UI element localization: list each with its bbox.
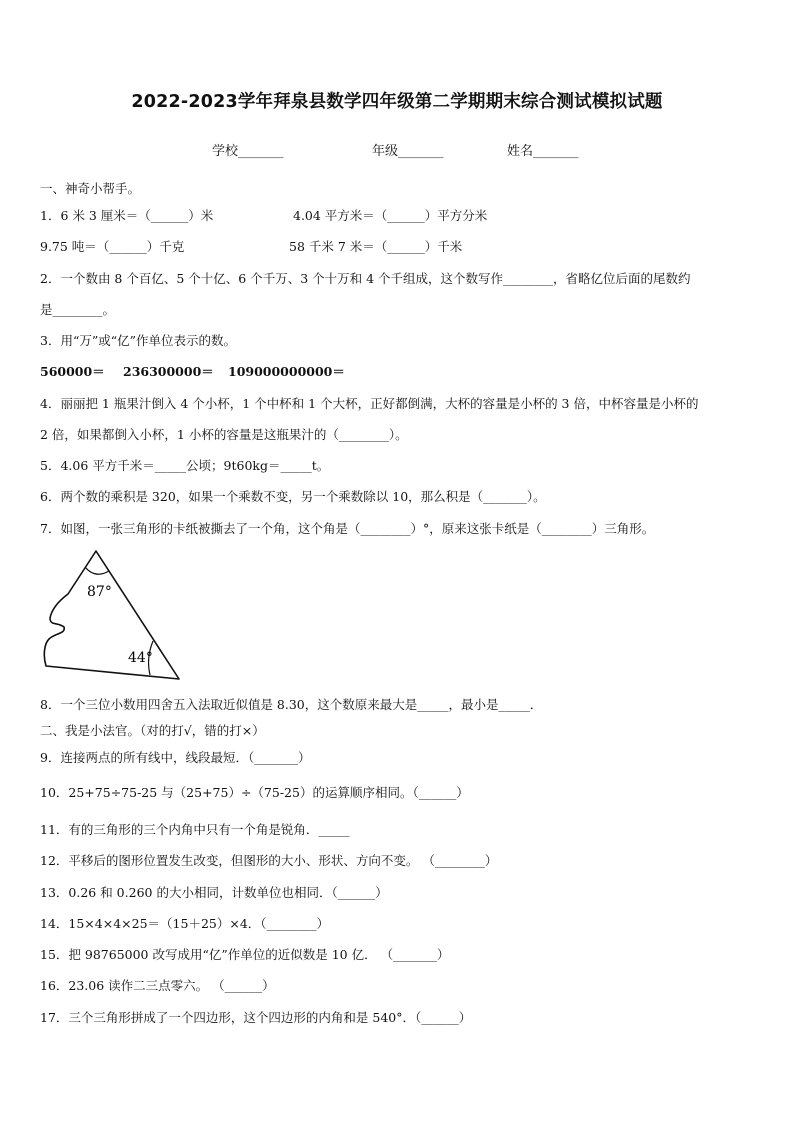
angle-label-87: 87° bbox=[87, 584, 112, 600]
question-8: 8．一个三位小数用四舍五入法取近似值是 8.30，这个数原来最大是_____，最小是_____． bbox=[40, 697, 543, 712]
question-14: 14．15×4×4×25＝（15＋25）×4．（________） bbox=[40, 916, 330, 931]
triangle-outline bbox=[44, 551, 179, 679]
question-1c: 9.75 吨＝（______）千克 bbox=[40, 239, 185, 254]
question-13: 13．0.26 和 0.260 的大小相同，计数单位也相同．（______） bbox=[40, 885, 388, 900]
question-5: 5．4.06 平方千米＝_____公顷；9t60kg＝_____t。 bbox=[40, 458, 330, 473]
question-3: 3．用“万”或“亿”作单位表示的数。 bbox=[40, 333, 237, 348]
question-4-line-1: 4．丽丽把 1 瓶果汁倒入 4 个小杯，1 个中杯和 1 个大杯，正好都倒满，大杯的容量是小杯的 3 倍，中杯容量是小杯的 bbox=[40, 396, 699, 411]
question-4-line-2: 2 倍，如果都倒入小杯，1 小杯的容量是这瓶果汁的（________）。 bbox=[40, 427, 408, 442]
question-1d: 58 千米 7 米＝（______）千米 bbox=[289, 239, 463, 254]
question-10: 10．25+75÷75-25 与（25+75）÷（75-25）的运算顺序相同。（______） bbox=[40, 785, 469, 800]
question-3c: 109000000000＝ bbox=[228, 364, 345, 379]
question-17: 17．三个三角形拼成了一个四边形，这个四边形的内角和是 540°．（______） bbox=[40, 1010, 472, 1025]
question-7: 7．如图，一张三角形的卡纸被撕去了一个角，这个角是（________）°，原来这张卡纸是（________）三角形。 bbox=[40, 521, 655, 536]
question-3a: 560000＝ bbox=[40, 364, 105, 379]
question-6: 6．两个数的乘积是 320，如果一个乘数不变，另一个乘数除以 10，那么积是（_______）。 bbox=[40, 489, 546, 504]
school-field: 学校_______ bbox=[212, 144, 284, 159]
question-9: 9．连接两点的所有线中，线段最短．（_______） bbox=[40, 750, 311, 765]
grade-field: 年级_______ bbox=[372, 144, 444, 159]
question-15: 15．把 98765000 改写成用“亿”作单位的近似数是 10 亿． （_______） bbox=[40, 947, 450, 962]
section-1-heading: 一、神奇小帮手。 bbox=[40, 181, 141, 196]
question-1a: 1．6 米 3 厘米＝（______）米 bbox=[40, 208, 214, 223]
question-1b: 4.04 平方米＝（______）平方分米 bbox=[293, 208, 488, 223]
question-2-line-1: 2．一个数由 8 个百亿、5 个十亿、6 个千万、3 个十万和 4 个千组成，这个数写作________，省略亿位后面的尾数约 bbox=[40, 271, 691, 286]
question-16: 16．23.06 读作二三点零六。 （______） bbox=[40, 978, 275, 993]
torn-triangle-figure bbox=[38, 548, 188, 684]
angle-arc-87 bbox=[85, 567, 109, 574]
question-2-line-2: 是________。 bbox=[40, 302, 116, 317]
question-11: 11．有的三角形的三个内角中只有一个角是锐角．_____ bbox=[40, 822, 350, 837]
question-3b: 236300000＝ bbox=[123, 364, 214, 379]
angle-label-44: 44° bbox=[128, 650, 153, 666]
name-field: 姓名_______ bbox=[507, 144, 579, 159]
section-2-heading: 二、我是小法官。（对的打√，错的打×） bbox=[40, 723, 265, 738]
question-12: 12．平移后的图形位置发生改变，但图形的大小、形状、方向不变。 （________） bbox=[40, 853, 498, 868]
page-title: 2022-2023学年拜泉县数学四年级第二学期期末综合测试模拟试题 bbox=[131, 92, 663, 112]
